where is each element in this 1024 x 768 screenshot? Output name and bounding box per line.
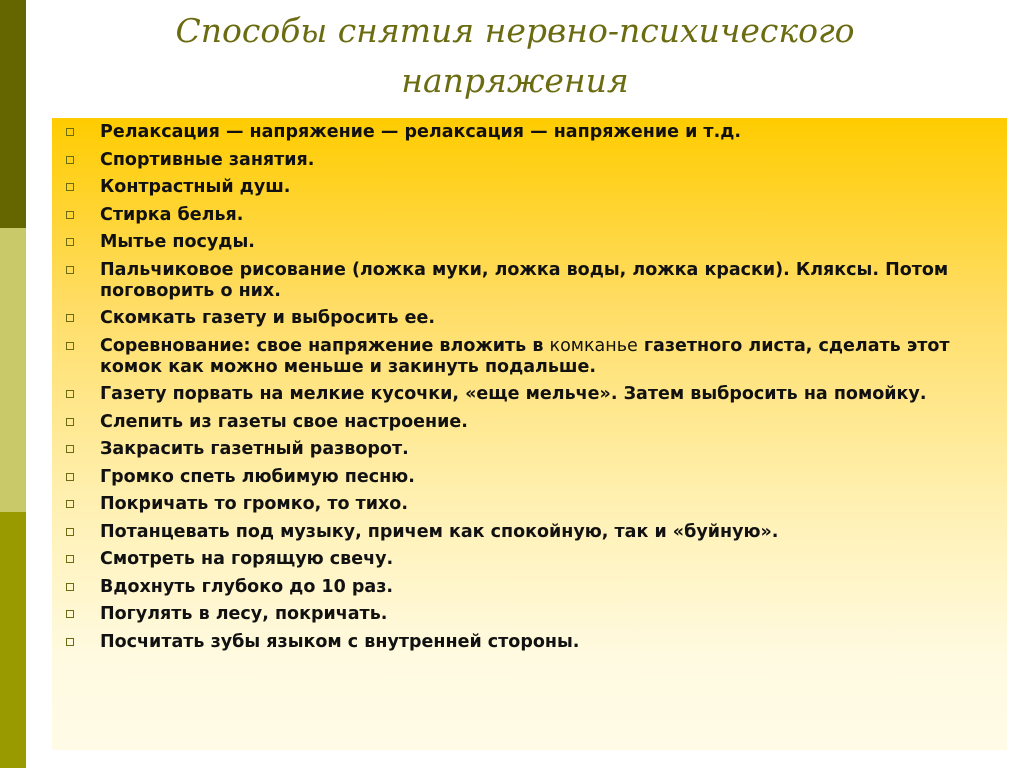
list-item: [52, 494, 1007, 515]
list-item-text: Вдохнуть глубоко до 10 раз.: [100, 576, 394, 597]
methods-list: [52, 118, 1007, 653]
list-item-text: Погулять в лесу, покричать.: [100, 604, 388, 624]
list-item: [52, 604, 1007, 625]
list-item: [52, 205, 1007, 226]
square-bullet-icon: [66, 266, 74, 274]
list-item: [52, 467, 1007, 488]
square-bullet-icon: [66, 473, 74, 481]
side-bar-light: [0, 228, 26, 512]
slide-title: [100, 6, 930, 106]
square-bullet-icon: [66, 128, 74, 136]
list-item: [52, 308, 1007, 329]
square-bullet-icon: [66, 583, 74, 591]
list-item: [52, 577, 1007, 598]
list-item: [52, 522, 1007, 543]
list-item: [52, 632, 1007, 653]
square-bullet-icon: [66, 638, 74, 646]
list-item: [52, 232, 1007, 253]
list-item: [52, 549, 1007, 570]
square-bullet-icon: [66, 500, 74, 508]
list-item-text: Скомкать газету и выбросить ее.: [100, 308, 436, 328]
side-bar-dark: [0, 0, 26, 228]
list-item-text: Спортивные занятия.: [100, 149, 315, 170]
square-bullet-icon: [66, 211, 74, 219]
square-bullet-icon: [66, 342, 74, 350]
square-bullet-icon: [66, 418, 74, 426]
square-bullet-icon: [66, 238, 74, 246]
square-bullet-icon: [66, 156, 74, 164]
square-bullet-icon: [66, 445, 74, 453]
slide-title-line2: напряжения: [401, 61, 629, 100]
list-item: [52, 412, 1007, 433]
square-bullet-icon: [66, 314, 74, 322]
list-item-text: Покричать то громко, то тихо.: [100, 494, 408, 514]
list-item: [52, 260, 1007, 302]
list-item-text: Закрасить газетный разворот.: [100, 439, 409, 459]
list-item: [52, 122, 1007, 143]
content-panel: [52, 118, 1007, 750]
list-item-text: Громко спеть любимую песню.: [100, 466, 415, 487]
list-item: [52, 177, 1007, 198]
list-item-text-part: газетного листа, сделать этот комок как можно меньше и закинуть подальше.: [100, 335, 950, 377]
square-bullet-icon: [66, 390, 74, 398]
slide-title-line1: Способы снятия нервно-психического: [175, 11, 855, 50]
list-item-text: Контрастный душ.: [100, 177, 291, 197]
square-bullet-icon: [66, 610, 74, 618]
list-item-text: Стирка белья.: [100, 204, 244, 225]
list-item: [52, 336, 1007, 378]
square-bullet-icon: [66, 183, 74, 191]
square-bullet-icon: [66, 555, 74, 563]
list-item-text: Потанцевать под музыку, причем как спокойную, так и «буйную».: [100, 521, 779, 542]
side-bar-olive: [0, 512, 26, 768]
list-item-text-part: Соревнование: свое напряжение вложить в: [100, 335, 550, 356]
square-bullet-icon: [66, 528, 74, 536]
list-item-text: Релаксация — напряжение — релаксация — напряжение и т.д.: [100, 122, 741, 142]
list-item-text: Посчитать зубы языком с внутренней стороны.: [100, 631, 580, 652]
list-item-text: Смотреть на горящую свечу.: [100, 549, 394, 569]
list-item: [52, 384, 1007, 405]
list-item-text: Слепить из газеты свое настроение.: [100, 411, 468, 432]
list-item-text: Мытье посуды.: [100, 232, 255, 252]
list-item-text: Пальчиковое рисование (ложка муки, ложка воды, ложка краски). Кляксы. Потом поговорить о них.: [100, 259, 949, 301]
list-item: [52, 439, 1007, 460]
list-item: [52, 150, 1007, 171]
list-item-text: Газету порвать на мелкие кусочки, «еще мельче». Затем выбросить на помойку.: [100, 384, 927, 404]
list-item-text-normal: комканье: [549, 335, 638, 356]
